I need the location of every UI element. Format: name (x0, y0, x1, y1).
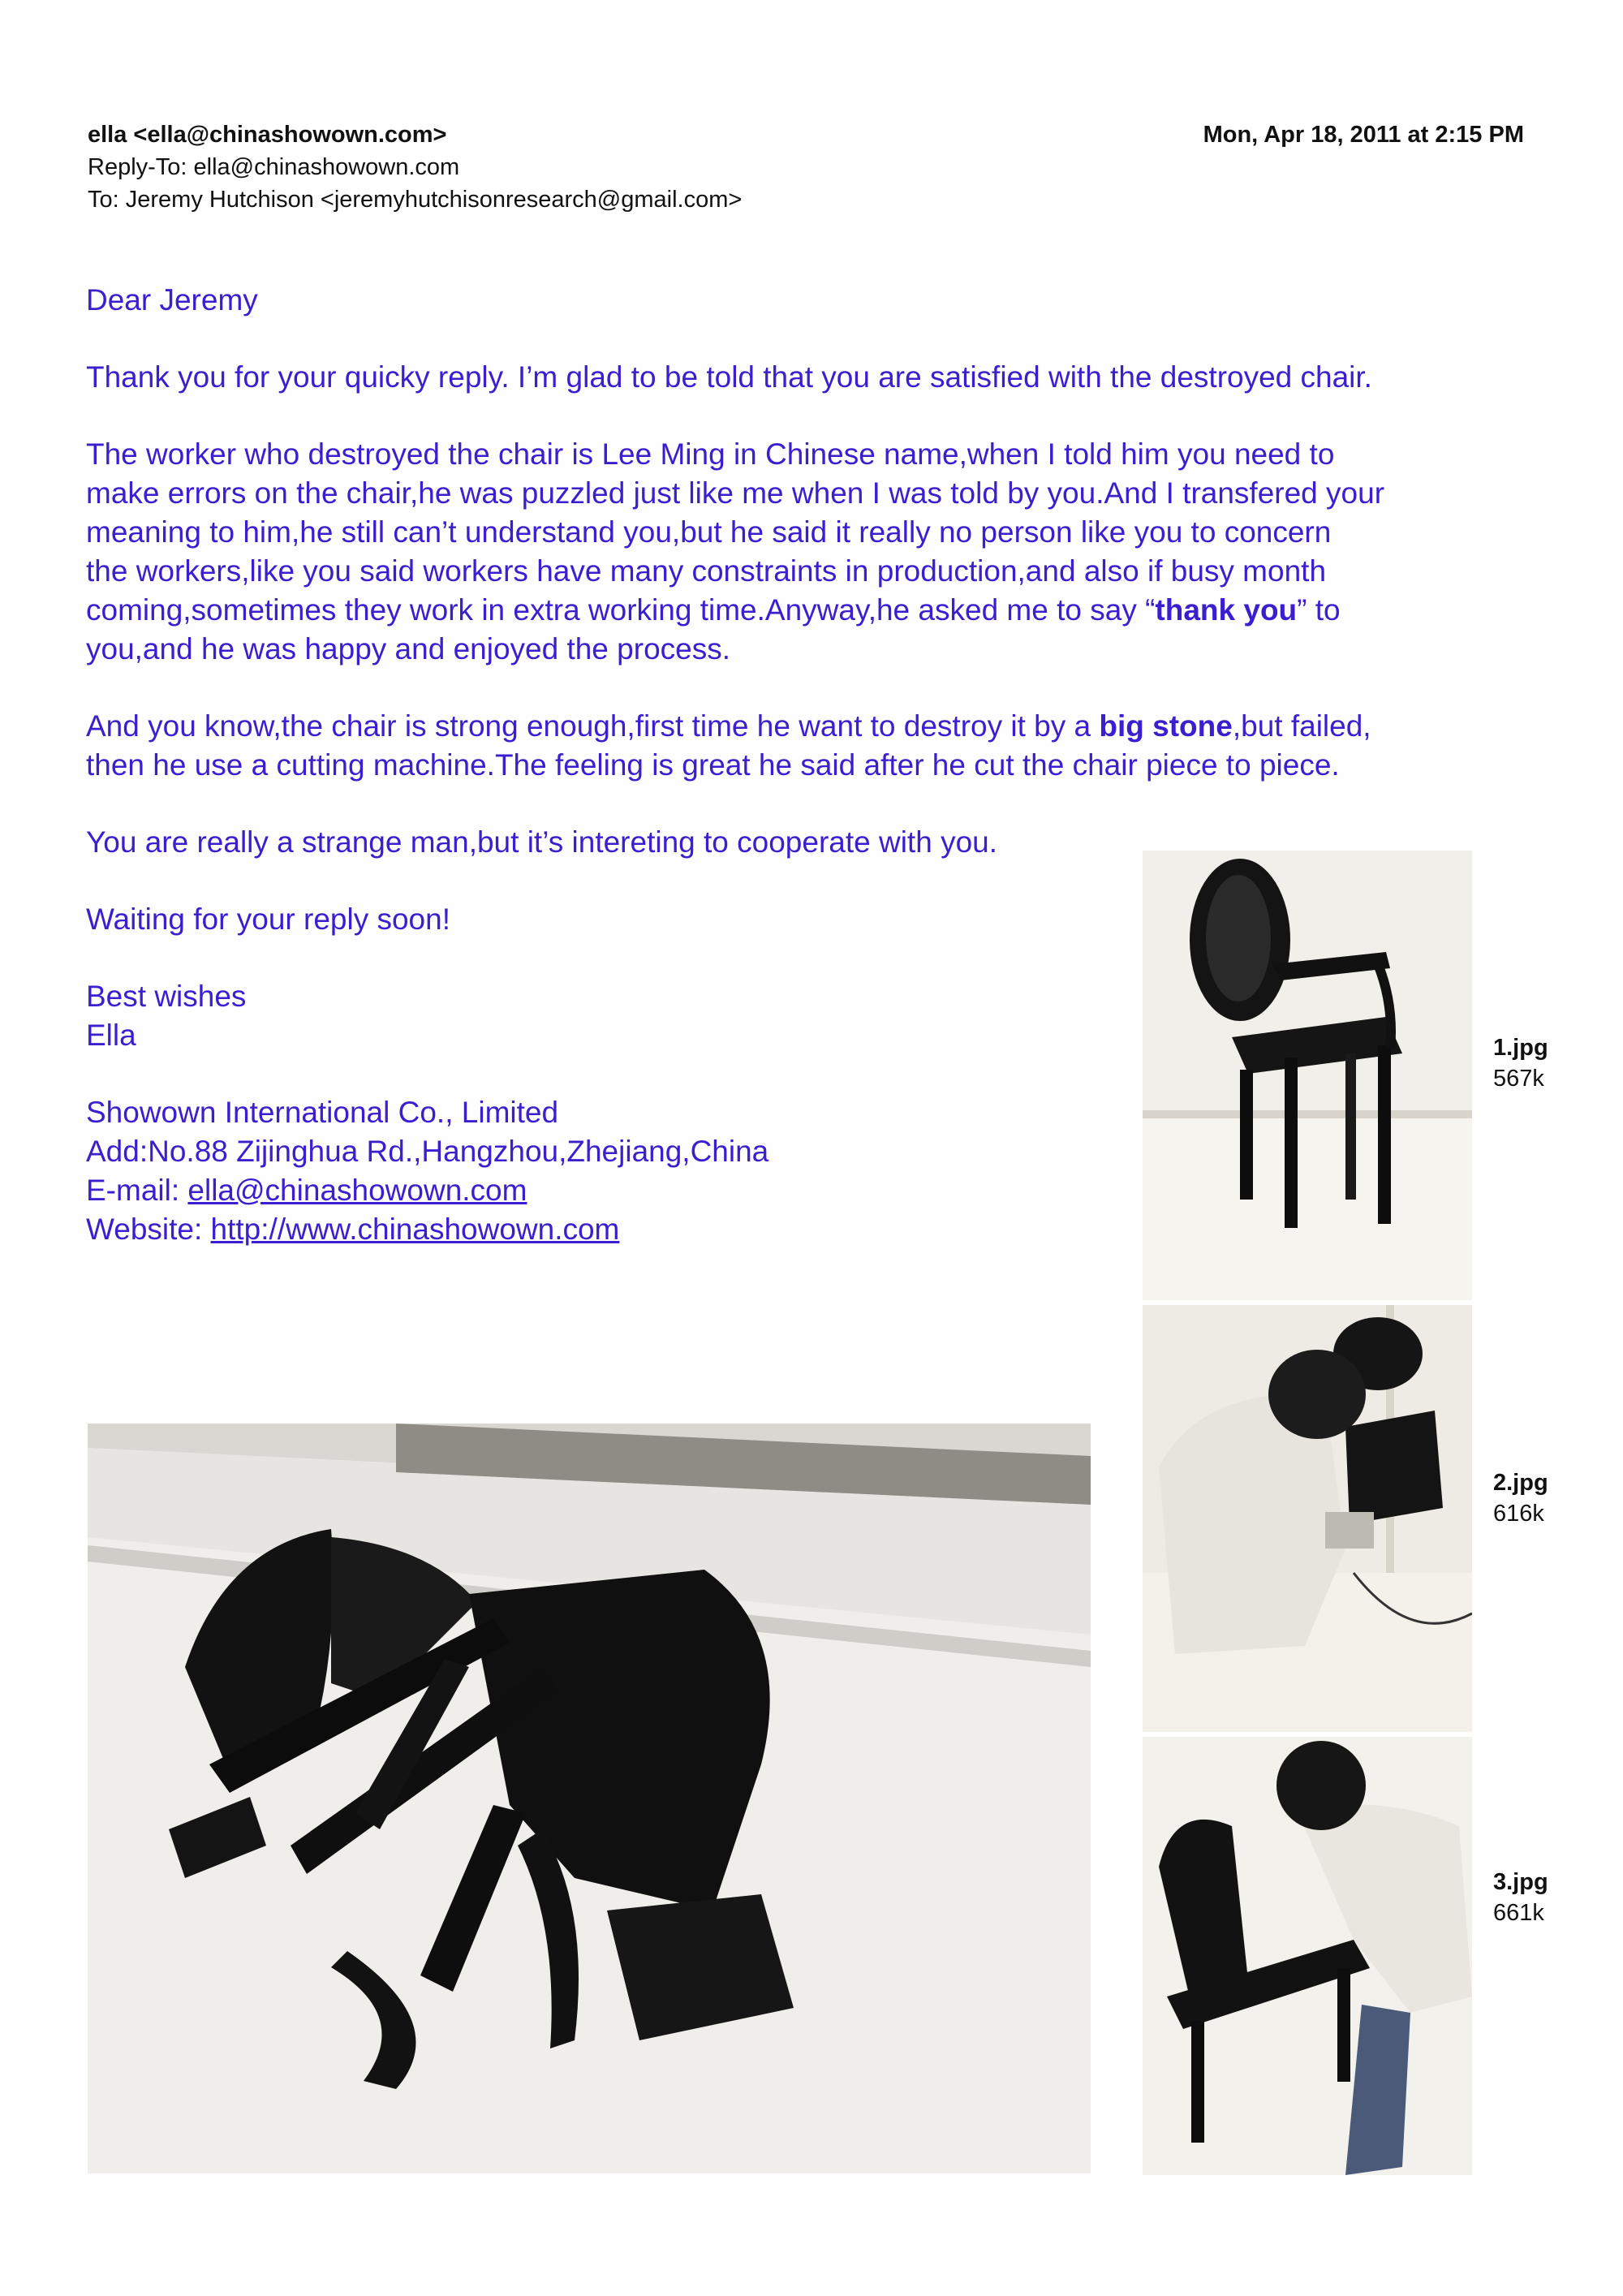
company-name: Showown International Co., Limited (86, 1096, 559, 1129)
worker-holding-chair-image (1143, 1737, 1472, 2175)
destroyed-chair-image (88, 1424, 1091, 2173)
email-label: E-mail: (86, 1174, 188, 1207)
paragraph-2-line: meaning to him,he still can’t understand you,but he said it really no person like you to concern (86, 515, 1332, 549)
paragraph-2 (86, 435, 1530, 669)
sent-date: Mon, Apr 18, 2011 at 2:15 PM (1203, 122, 1524, 148)
attachment-label-3[interactable] (1493, 1867, 1548, 1928)
closing: Best wishes (86, 980, 247, 1013)
text-run: And you know,the chair is strong enough,first time he want to destroy it by a (86, 709, 1100, 743)
sender-line: ella <ella@chinashowown.com> (88, 122, 447, 148)
paragraph-2-line (86, 591, 1530, 630)
attachment-size: 567k (1493, 1066, 1544, 1092)
attachment-photo-1[interactable] (1143, 851, 1472, 1300)
attachment-size: 616k (1493, 1501, 1544, 1527)
bold-thank-you: thank you (1155, 593, 1298, 627)
paragraph-4: You are really a strange man,but it’s intereting to cooperate with you. (86, 825, 998, 859)
text-run: coming,sometimes they work in extra working time.Anyway,he asked me to say “ (86, 593, 1156, 627)
paragraph-3 (86, 707, 1530, 785)
website-link[interactable]: http://www.chinashowown.com (210, 1213, 620, 1246)
attachment-size: 661k (1493, 1900, 1544, 1926)
signature: Ella (86, 1019, 136, 1052)
paragraph-3-line: then he use a cutting machine.The feeling is great he said after he cut the chair piece to piece. (86, 748, 1340, 782)
paragraph-5: Waiting for your reply soon! (86, 902, 450, 936)
greeting: Dear Jeremy (86, 283, 258, 317)
text-run: ,but failed, (1232, 709, 1371, 743)
text-run: ” to (1297, 593, 1341, 627)
attachment-name: 2.jpg (1493, 1470, 1548, 1496)
paragraph-2-line: make errors on the chair,he was puzzled just like me when I was told by you.And I transfered your (86, 476, 1385, 510)
email-link[interactable]: ella@chinashowown.com (187, 1174, 527, 1207)
bold-big-stone: big stone (1099, 709, 1233, 743)
recipient-line: To: Jeremy Hutchison <jeremyhutchisonresearch@gmail.com> (88, 187, 743, 213)
paragraph-2-line: you,and he was happy and enjoyed the process. (86, 632, 731, 666)
attachment-label-1[interactable] (1493, 1032, 1548, 1094)
attachment-label-2[interactable] (1493, 1467, 1548, 1529)
paragraph-2-line: the workers,like you said workers have many constraints in production,and also if busy month (86, 554, 1327, 588)
attachment-name: 3.jpg (1493, 1869, 1548, 1895)
worker-cutting-image (1143, 1305, 1472, 1732)
attachment-name: 1.jpg (1493, 1035, 1548, 1061)
attachment-photo-3[interactable] (1143, 1737, 1472, 2175)
attachment-photo-2[interactable] (1143, 1305, 1472, 1732)
paragraph-1: Thank you for your quicky reply. I’m glad to be told that you are satisfied with the destroyed chair. (86, 360, 1372, 394)
paragraph-3-line (86, 707, 1530, 746)
company-address: Add:No.88 Zijinghua Rd.,Hangzhou,Zhejiang,China (86, 1135, 769, 1168)
website-label: Website: (86, 1213, 211, 1246)
reply-to-line: Reply-To: ella@chinashowown.com (88, 154, 460, 180)
destroyed-chair-photo[interactable] (88, 1424, 1091, 2173)
chair-intact-image (1143, 851, 1472, 1300)
paragraph-2-line: The worker who destroyed the chair is Lee Ming in Chinese name,when I told him you need to (86, 437, 1335, 471)
